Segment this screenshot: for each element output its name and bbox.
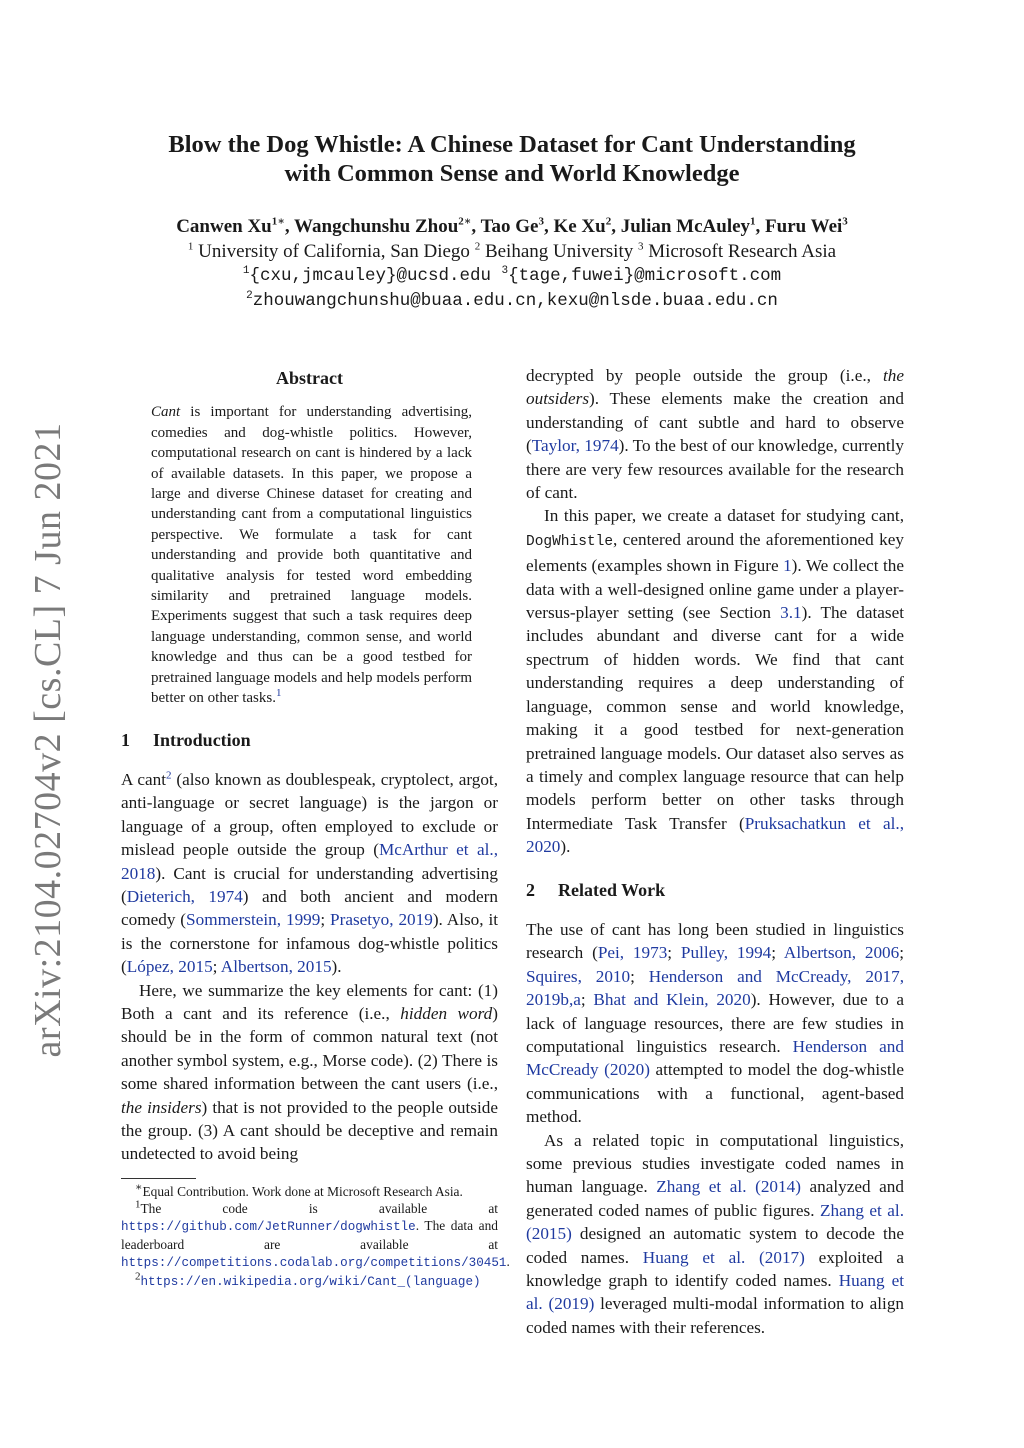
author: Canwen Xu (176, 216, 272, 237)
citation-link[interactable]: Dieterich, (126, 886, 195, 906)
affiliation: Beihang University (484, 241, 634, 262)
author: Tao Ge (480, 216, 539, 237)
dataset-name: DogWhistle (526, 533, 614, 550)
email[interactable]: zhouwangchunshu@buaa.edu.cn,kexu@nlsde.buaa.edu.cn (252, 291, 778, 311)
citation-link[interactable]: Albertson, (220, 957, 293, 977)
abstract-heading: Abstract (276, 368, 343, 388)
title-line-1: Blow the Dog Whistle: A Chinese Dataset for Cant Understanding (168, 131, 856, 158)
citation-link[interactable]: Pulley, (680, 943, 729, 963)
citation-link[interactable]: Prasetyo, (330, 910, 394, 930)
author: Furu Wei (765, 216, 843, 237)
citation-link[interactable]: Squires, (526, 966, 582, 986)
footnote-ref[interactable]: 2 (166, 769, 172, 782)
wikipedia-link[interactable]: https://en.wikipedia.org/wiki/Cant_(language) (140, 1274, 481, 1289)
citation-year-link[interactable]: (2017) (759, 1247, 805, 1267)
github-link[interactable]: https://github.com/JetRunner/dogwhistle (121, 1219, 416, 1234)
citation-link[interactable]: Sommerstein, (186, 910, 282, 930)
footnotes (121, 1181, 510, 1291)
footnote-code: $^1$The code is available at https://github.com/JetRunner/dogwhistle. The data and leaderboard are available at https://competitions.codalab.org/competitions/30451. (121, 1198, 510, 1270)
citation-year-link[interactable]: (2014) (755, 1177, 801, 1197)
citation-year-link[interactable]: 2019 (398, 910, 433, 930)
intro-paragraph-4: In this paper, we create a dataset for studying cant, DogWhistle, centered around the aforementioned key elements (examples shown in Figure 1). We collect the data with a well-designed online game under a player-versus-player setting (see Section 3.1). The dataset includes abundant and diverse cant for a wide spectrum of hidden words. We find that cant understanding requires a deep understanding of language, common sense and world knowledge, making it a good testbed for next-generation pretrained language models. Our dataset also serves as a timely and complex language resource that can help models perform better on other tasks through Intermediate Task Transfer (Pruksachatkun et al., 2020). (526, 506, 904, 857)
email-line-1: $^1${cxu,jmcauley}@ucsd.edu $^3${tage,fuwei}@microsoft.com (242, 265, 782, 286)
email[interactable]: {tage,fuwei}@microsoft.com (508, 266, 782, 286)
intro-paragraph-1: A cant$^2$ (also known as doublespeak, cryptolect, argot, anti-language or secret language) is the jargon or language of a group, often employed to exclude or mislead people outside the group (McArthur et al., 2018). Cant is crucial for understanding advertising (Dieterich, 1974) and both ancient and modern comedy (Sommerstein, 1999; Prasetyo, 2019). Also, it is the cornerstone for infamous dog-whistle politics (López, 2015; Albertson, 2015). (121, 769, 499, 977)
arxiv-identifier: arXiv:2104.02704v2 [cs.CL] 7 Jun 2021 (27, 422, 69, 1058)
figure-ref-link[interactable]: 1 (783, 556, 792, 576)
citation-link[interactable]: Zhang et al. (820, 1200, 904, 1220)
email[interactable]: {cxu,jmcauley}@ucsd.edu (249, 266, 491, 286)
citation-year-link[interactable]: 2020 (716, 990, 751, 1010)
author-list: Canwen $Xu^{1∗}$, Wangchunshu Zhou$^{2∗}$, Tao Ge$^3$, Ke Xu$^2$, Julian McAuley$^1$, Furu Wei$^3$ (176, 215, 848, 237)
citation-year-link[interactable]: 1973 (632, 943, 668, 963)
author: Wangchunshu Zhou (294, 216, 459, 237)
title-line-2: with Common Sense and World Knowledge (284, 160, 740, 187)
affiliations: $^1$ University of California, San Diego $^2$ Beihang University $^3$ Microsoft Research Asia (187, 240, 837, 262)
citation-year-link[interactable]: (2020) (604, 1060, 650, 1080)
author: Julian McAuley (620, 216, 751, 237)
section-ref-link[interactable]: 3.1 (780, 603, 802, 623)
citation-link[interactable]: Albertson, (783, 943, 857, 963)
arxiv-sidebar (8, 422, 88, 1058)
citation-year-link[interactable]: (2019) (548, 1294, 595, 1314)
citation-year-link[interactable]: 1994 (736, 943, 772, 963)
citation-link[interactable]: Pei, (597, 943, 625, 963)
section-heading-introduction: 1 Introduction (121, 729, 251, 750)
citation-link[interactable]: Taylor, (531, 436, 580, 456)
footnote-wikipedia: $^2$https://en.wikipedia.org/wiki/Cant_(language) (135, 1270, 481, 1289)
citation-link[interactable]: Huang et al. (642, 1247, 746, 1267)
citation-link[interactable]: Henderson and McCready (526, 1036, 904, 1080)
abstract-text: Cant is important for understanding advertising, comedies and dog-whistle politics. However, computational research on cant is hindered by a lack of available datasets. In this paper, we propose a large and diverse Chinese dataset for creating and understanding cant from a computational linguistics perspective. We formulate a task for cant understanding and provide both quantitative and qualitative analysis for tested word embedding similarity and pretrained language models. Experiments suggest that such a task requires deep language understanding, common sense, and world knowledge and thus can be a good testbed for pretrained language models and help models perform better on other tasks.$^1$ (151, 404, 472, 707)
citation-link[interactable]: Zhang et al. (656, 1177, 747, 1197)
intro-paragraph-2: Here, we summarize the key elements for cant: (1) Both a cant and its reference (i.e., hidden word) should be in the form of common natural text (not another symbol system, e.g., Morse code). (2) There is some shared information between the cant users (i.e., the insiders) that is not provided to the people outside the group. (3) A cant should be deceptive and remain undetected to avoid being (121, 980, 498, 1164)
citation-year-link[interactable]: 1974 (208, 886, 243, 906)
citation-year-link[interactable]: 2017, 2019b,a (526, 966, 905, 1010)
citation-year-link[interactable]: 1974 (584, 436, 619, 456)
citation-link[interactable]: López, (126, 957, 174, 977)
paper-title (120, 130, 904, 188)
citation-link[interactable]: McArthur et al., (378, 840, 498, 860)
citation-year-link[interactable]: 2020 (526, 837, 561, 857)
author: Ke Xu (553, 216, 606, 237)
footnote-ref[interactable]: 1 (275, 687, 282, 700)
citation-year-link[interactable]: 1999 (285, 910, 321, 930)
citation-link[interactable]: Pruksachatkun et al., (744, 813, 904, 833)
author-block (100, 214, 924, 314)
citation-year-link[interactable]: 2015 (297, 957, 332, 977)
citation-link[interactable]: Bhat and Klein, (593, 990, 709, 1010)
citation-year-link[interactable]: 2015 (178, 957, 213, 977)
codalab-link[interactable]: https://competitions.codalab.org/competitions/30451 (121, 1255, 507, 1270)
right-column (526, 364, 904, 1339)
citation-link[interactable]: Henderson and McCready, (648, 966, 852, 986)
footnote-divider (121, 1178, 196, 1179)
related-paragraph-2: As a related topic in computational linguistics, some previous studies investigate coded names in human language. Zhang et al. (2014) analyzed and generated coded names of public figures. Zhang et al. (2015) designed an automatic system to decode the coded names. Huang et al. (2017) exploited a knowledge graph to identify coded names. Huang et al. (2019) leveraged multi-modal information to align coded names with their references. (526, 1130, 905, 1337)
related-paragraph-1: The use of cant has long been studied in linguistics research (Pei, 1973; Pulley, 1994; Albertson, 2006; Squires, 2010; Henderson and McCready, 2017, 2019b,a; Bhat and Klein, 2020). However, due to a lack of language resources, there are few studies in computational linguistics research. Henderson and McCready (2020) attempted to model the dog-whistle communications with a functional, agent-based method. (526, 919, 905, 1127)
citation-year-link[interactable]: (2015) (526, 1224, 572, 1244)
left-column (121, 364, 510, 1291)
citation-year-link[interactable]: 2010 (595, 966, 631, 986)
citation-link[interactable]: Huang et al. (526, 1271, 904, 1314)
affiliation: University of California, San Diego (198, 241, 470, 262)
intro-paragraph-3: decrypted by people outside the group (i.e., the outsiders). These elements make the creation and understanding of cant subtle and hard to observe (Taylor, 1974). To the best of our knowledge, currently there are very few resources available for the research of cant. (526, 366, 905, 503)
citation-year-link[interactable]: 2006 (864, 943, 900, 963)
email-line-2: $^2$zhouwangchunshu@buaa.edu.cn,kexu@nlsde.buaa.edu.cn (246, 290, 778, 311)
footnote-equal-contribution: ∗Equal Contribution. Work done at Microsoft Research Asia. (135, 1181, 463, 1199)
affiliation: Microsoft Research Asia (648, 241, 837, 262)
citation-year-link[interactable]: 2018 (121, 863, 156, 883)
section-heading-related-work: 2 Related Work (526, 879, 666, 900)
